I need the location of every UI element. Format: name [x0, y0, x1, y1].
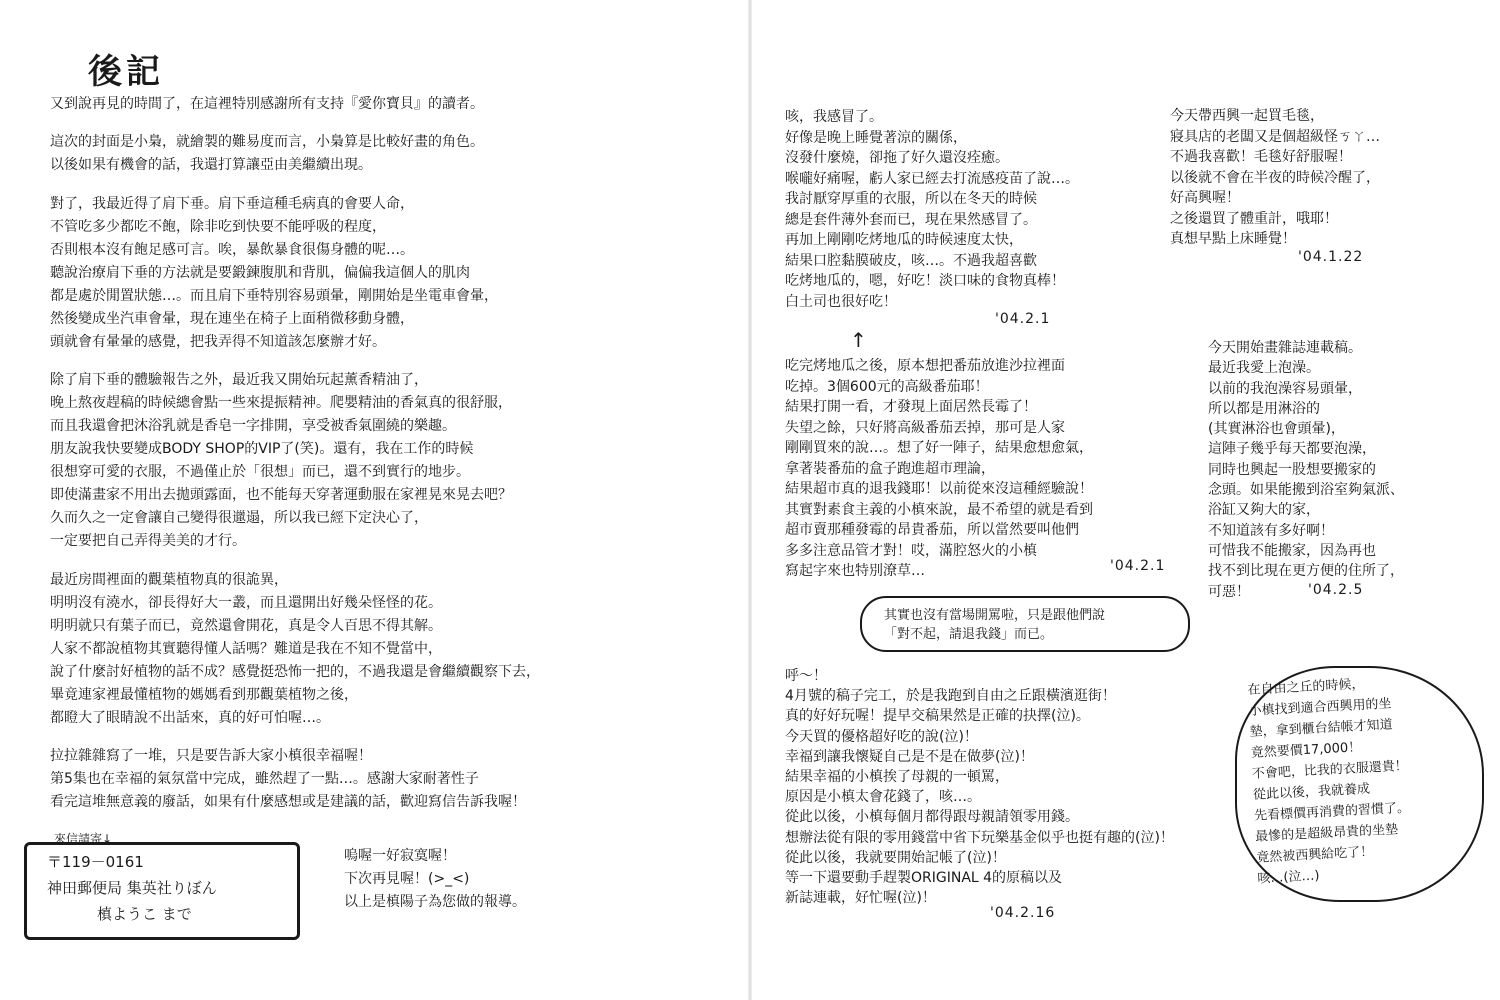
- postal-code: 〒119－0161: [47, 853, 144, 871]
- mail-header: 來信請寄↓: [50, 830, 116, 847]
- paragraph-plants: 最近房間裡面的觀葉植物真的很詭異， 明明沒有澆水，卻長得好大一叢，而且還開出好幾朵怪怪的花。 明明就只有葉子而已，竟然還會開花，真是令人百思不得其解。 人家不都說植物其實聽得懂人話嗎？難道是我在不知不覺當中， 說了什麼討好植物的話不成？感覺挺恐怖一把的，不過我還是會繼續觀察下去， 畢竟連家裡最懂植物的媽媽看到那觀葉植物之後， 都瞪大了眼睛說不出話來，真的好可怕喔…。: [50, 572, 540, 726]
- diary-entry-cold: 咳，我感冒了。 好像是晚上睡覺著涼的關係， 沒發什麼燒，卻拖了好久還沒痊癒。 喉嚨好痛喔，虧人家已經去打流感疫苗了說…。 我討厭穿厚重的衣服，所以在冬天的時候 總是套件薄外套而已，現在果然感冒了。 再加上剛剛吃烤地瓜的時候速度太快， 結果口腔黏膜破皮，咳…。不過我超喜歡 吃烤地瓜的，嗯，好吃！淡口味的食物真棒！ 白土司也很好吃！: [785, 109, 1079, 310]
- entry-date: '04.2.1: [995, 311, 1051, 327]
- bubble-text: 在自由之丘的時候， 小槙找到適合西興用的坐 墊，拿到櫃台結帳才知道 竟然要價17,000！ 不會吧，比我的衣服還貴！ 從此以後，我就養成 先看標價再消費的習慣了。 最慘的是超級昂貴的坐墊 竟然被西興給吃了！ 咳…(泣…): [1247, 676, 1411, 887]
- thought-bubble: [1235, 666, 1484, 902]
- paragraph-closing-thanks: 拉拉雜雜寫了一堆，只是要告訴大家小槙很幸福喔！ 第5集也在幸福的氣氛當中完成，雖然趕了一點…。感謝大家耐著性子 看完這堆無意義的廢話，如果有什麼感想或是建議的話，歡迎寫信告訴我喔！: [50, 748, 526, 810]
- paragraph-cover: 這次的封面是小梟，就繪製的難易度而言，小梟算是比較好畫的角色。 以後如果有機會的話，我還打算讓亞由美繼續出現。: [50, 134, 484, 173]
- up-arrow-icon: ↑: [850, 328, 867, 352]
- entry-date: '04.2.1: [1110, 558, 1166, 574]
- paragraph-thanks: 又到說再見的時間了，在這裡特別感謝所有支持『愛你寶貝』的讀者。: [50, 96, 484, 112]
- paragraph-aroma: 除了肩下垂的體驗報告之外，最近我又開始玩起薰香精油了， 晚上熬夜趕稿的時候總會點一些來提振精神。爬嬰精油的香氣真的很舒服， 而且我還會把沐浴乳就是香皂一字排開，享受被香氣圍繞的樂趣。 朋友說我快要變成BODY SHOP的VIP了(笑)。還有，我在工作的時候 很想穿可愛的衣服，不過僅止於「很想」而已，還不到實行的地步。 即使滿畫家不用出去拋頭露面，也不能每天穿著運動服在家裡晃來晃去吧？ 久而久之一定會讓自己變得很邋遢，所以我已經下定決心了， 一定要把自己弄得美美的才行。: [50, 372, 512, 549]
- paragraph-health: 對了，我最近得了肩下垂。肩下垂這種毛病真的會要人命， 不管吃多少都吃不飽，除非吃到快要不能呼吸的程度， 否則根本沒有飽足感可言。唉，暴飲暴食很傷身體的呢…。 聽說治療肩下垂的方法就是要鍛鍊腹肌和背肌，偏偏我這個人的肌肉 都是處於閒置狀態…。而且肩下垂特別容易頭暈，剛開始是坐電車會暈， 然後變成坐汽車會暈，現在連坐在椅子上面稍微移動身體， 頭就會有暈暈的感覺，把我弄得不知道該怎麼辦才好。: [50, 196, 498, 350]
- mail-address-box: [24, 842, 300, 940]
- bubble-text: 其實也沒有當場開罵啦，只是跟他們說 「對不起，請退我錢」而已。: [884, 608, 1106, 642]
- diary-entry-bath: 今天開始畫雜誌連載稿。 最近我愛上泡澡。 以前的我泡澡容易頭暈， 所以都是用淋浴的 (其實淋浴也會頭暈)， 這陣子幾乎每天都要泡澡， 同時也興起一股想要搬家的 念頭。如果能搬到浴室夠氣派、 浴缸又夠大的家， 不知道該有多好啊！ 可惜我不能搬家，因為再也 找不到比現在更方便的住所了， 可惡！: [1208, 340, 1404, 600]
- address-line: 神田郵便局 集英社りぼん: [47, 879, 217, 897]
- page-title: 後記: [88, 52, 164, 92]
- entry-date: '04.1.22: [1298, 249, 1364, 265]
- diary-entry-blanket: 今天帶西興一起買毛毯， 寢具店的老闆又是個超級怪ㄎㄚ… 不過我喜歡！毛毯好舒服喔！ 以後就不會在半夜的時候冷醒了， 好高興喔！ 之後還買了體重計，哦耶！ 真想早點上床睡覺！: [1170, 108, 1380, 247]
- diary-entry-tomato: 吃完烤地瓜之後，原本想把番茄放進沙拉裡面 吃掉。3個600元的高級番茄耶！ 結果打開一看，才發現上面居然長霉了！ 失望之餘，只好將高級番茄丟掉，那可是人家 剛剛買來的說…。想了好一陣子，結果愈想愈氣， 拿著裝番茄的盒子跑進超市理論， 結果超市真的退我錢耶！以前從來沒這種經驗說！ 其實對素食主義的小槙來說，最不希望的就是看到 超市賣那種發霉的昂貴番茄，所以當然要叫他們 多多注意品管才對！哎，滿腔怒火的小槙 寫起字來也特別潦草…: [785, 358, 1093, 579]
- speech-bubble: [860, 596, 1190, 652]
- recipient-line: 槙ようこ まで: [97, 905, 192, 923]
- entry-date: '04.2.16: [990, 905, 1056, 921]
- closing-remarks: 嗚喔一好寂寞喔！ 下次再見喔！(>_<) 以上是槙陽子為您做的報導。: [344, 848, 526, 910]
- diary-entry-shopping: 呼～！ 4月號的稿子完工，於是我跑到自由之丘跟橫濱逛街！ 真的好好玩喔！提早交稿果然是正確的抉擇(泣)。 今天買的優格超好吃的說(泣)！ 幸福到讓我懷疑自己是不是在做夢(泣)！ 結果幸福的小槙挨了母親的一頓罵， 原因是小槙太會花錢了，咳…。 從此以後，小槙每個月都得跟母親請領零用錢。 想辦法從有限的零用錢當中省下玩樂基金似乎也挺有趣的(泣)！ 從此以後，我就要開始記帳了(泣)！ 等一下還要動手趕製ORIGINAL 4的原稿以及 新誌連載，好忙喔(泣)！: [785, 668, 1174, 907]
- entry-date: '04.2.5: [1308, 582, 1364, 598]
- page-gutter: [748, 0, 752, 1000]
